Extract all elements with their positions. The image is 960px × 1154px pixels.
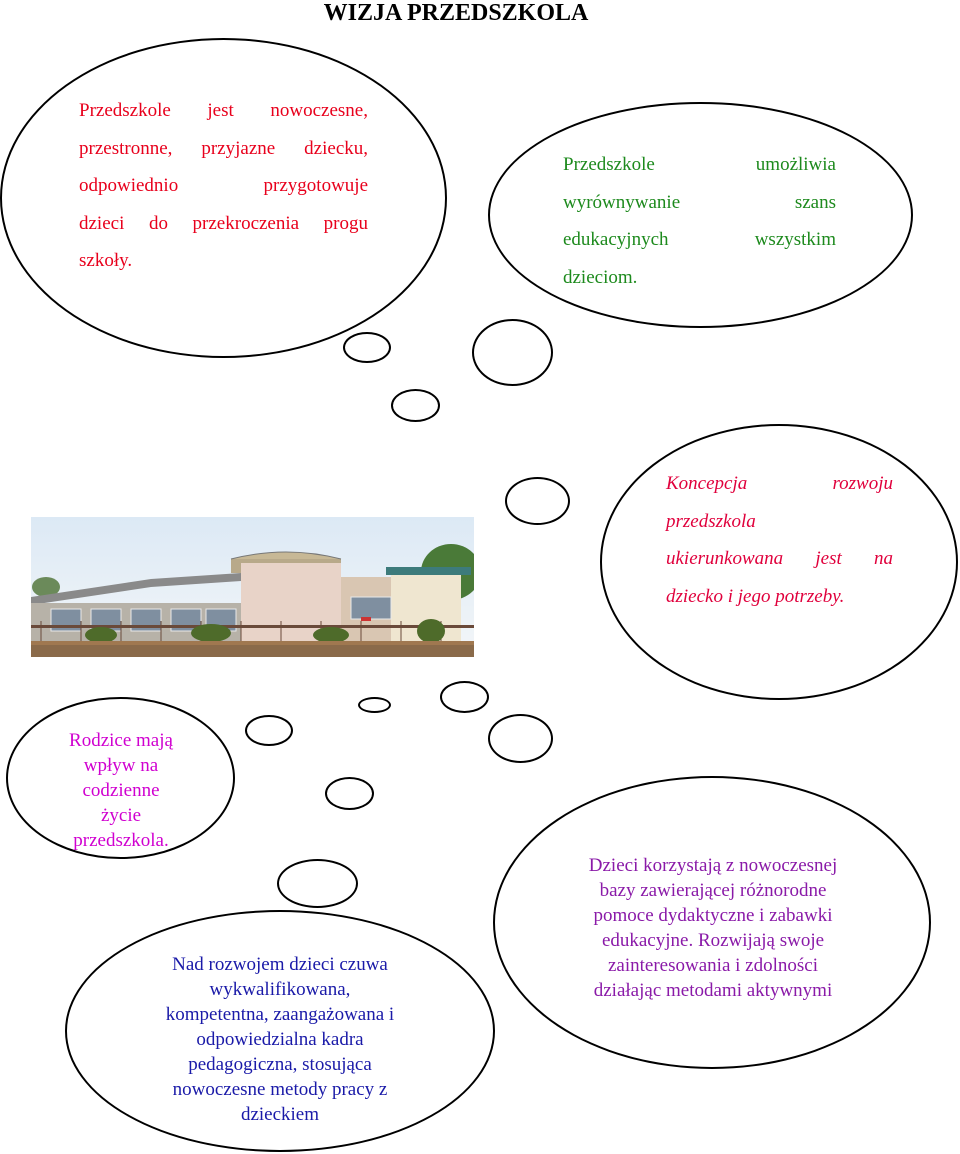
cloud-3-line: dziecko i jego potrzeby. (666, 585, 845, 607)
cloud-1-text (79, 92, 368, 280)
cloud-5-line: nowoczesne metody pracy z (172, 1079, 388, 1100)
cloud-5-text (130, 952, 430, 1127)
cloud-6-line: pomoce dydaktyczne i zabawki (593, 905, 833, 926)
cloud-4-text (46, 728, 196, 853)
cloud-5-line: dzieckiem (240, 1104, 320, 1125)
thought-bubble (488, 714, 553, 763)
cloud-5-line: wykwalifikowana, (209, 979, 351, 1000)
cloud-6-line: działając metodami aktywnymi (593, 980, 833, 1001)
thought-bubble (245, 715, 293, 746)
cloud-2-line: dzieciom. (563, 266, 638, 288)
cloud-6-text (548, 853, 878, 1003)
cloud-6-line: zainteresowania i zdolności (608, 955, 818, 976)
cloud-5-line: pedagogiczna, stosująca (188, 1054, 372, 1075)
thought-bubble (505, 477, 570, 525)
page-title: WIZJA PRZEDSZKOLA (323, 0, 589, 26)
cloud-6-line: Dzieci korzystają z nowoczesnej (588, 855, 838, 876)
thought-bubble (440, 681, 489, 713)
cloud-3-line: ukierunkowana jest na (666, 548, 893, 569)
cloud-2-line: edukacyjnych wszystkim (563, 229, 836, 250)
cloud-6-line: bazy zawierającej różnorodne (599, 880, 827, 901)
cloud-5-line: Nad rozwojem dzieci czuwa (172, 954, 388, 975)
thought-bubble (391, 389, 440, 422)
cloud-4-line: życie (100, 805, 142, 826)
cloud-3-line: przedszkola (666, 510, 756, 532)
thought-bubble (277, 859, 358, 908)
thought-bubble (343, 332, 391, 363)
cloud-2-text (563, 146, 836, 296)
building-photo-icon (31, 517, 474, 657)
thought-bubble (358, 697, 391, 713)
kindergarten-building-photo (31, 517, 474, 657)
cloud-5-line: kompetentna, zaangażowana i (165, 1004, 395, 1025)
cloud-6-line: edukacyjne. Rozwijają swoje (601, 930, 825, 951)
cloud-4-line: codzienne (82, 780, 160, 801)
cloud-2-line: Przedszkole umożliwia (563, 154, 836, 175)
cloud-4-line: wpływ na (83, 755, 159, 776)
cloud-5-line: odpowiedzialna kadra (196, 1029, 364, 1050)
thought-bubble (472, 319, 553, 386)
cloud-1-line: odpowiednio przygotowuje (79, 175, 368, 196)
cloud-1-line: przestronne, przyjazne dziecku, (79, 137, 368, 159)
cloud-1-line: dzieci do przekroczenia progu (79, 212, 368, 234)
cloud-2-line: wyrównywanie szans (563, 191, 836, 213)
cloud-4-line: przedszkola. (73, 830, 169, 851)
cloud-3-line: Koncepcja rozwoju (666, 473, 893, 494)
cloud-4-line: Rodzice mają (69, 730, 173, 751)
cloud-1-line: Przedszkole jest nowoczesne, (79, 100, 368, 121)
cloud-1-line: szkoły. (79, 250, 133, 271)
thought-bubble (325, 777, 374, 810)
cloud-3-text (666, 465, 893, 615)
